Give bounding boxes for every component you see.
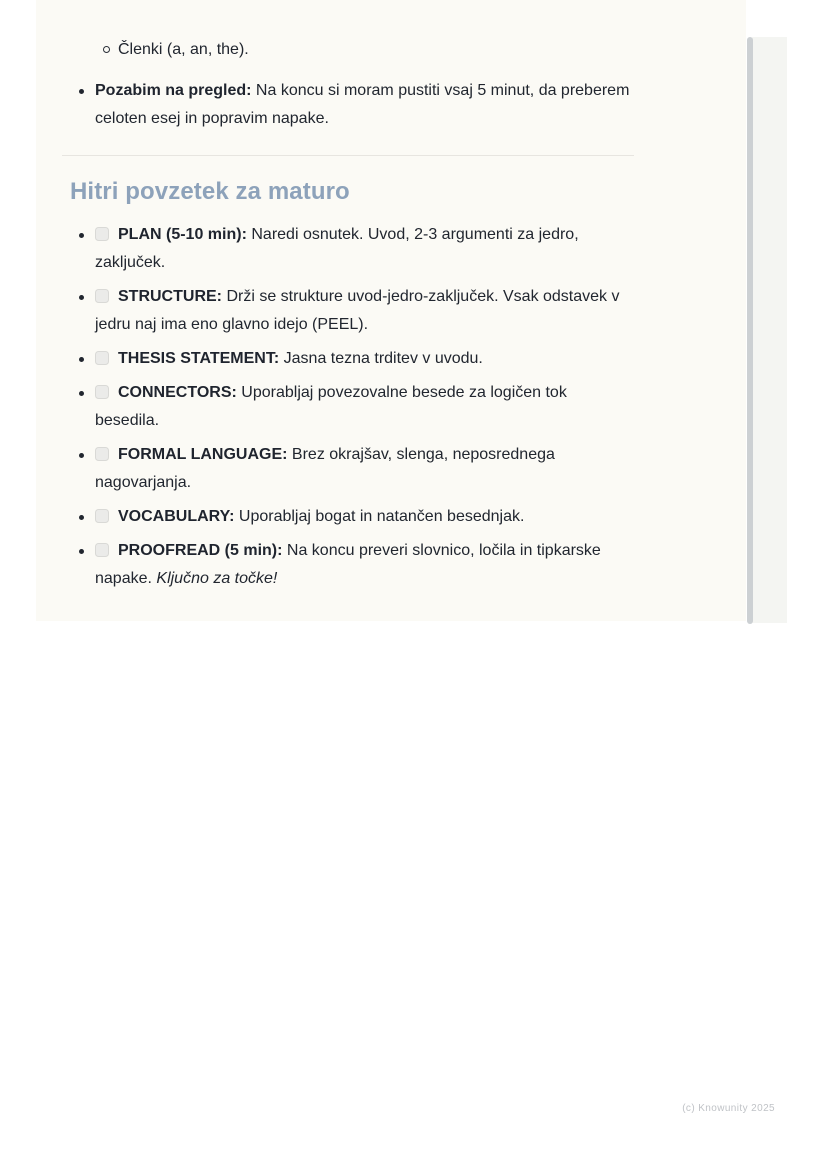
checklist-item: [62, 441, 634, 497]
checklist-item-label: THESIS STATEMENT:: [118, 350, 280, 367]
bullet-icon: [78, 503, 95, 531]
checklist-item-emphasis: Ključno za točke!: [156, 570, 278, 587]
checklist-item: [62, 283, 634, 339]
checklist-item-text: Na koncu preveri slovnico, ločila in tipkarske napake.: [95, 542, 601, 587]
checklist-item-text: Brez okrajšav, slenga, neposrednega nagovarjanja.: [95, 446, 555, 491]
copyright-text: (c) Knowunity 2025: [682, 1103, 775, 1114]
checklist-item: [62, 221, 634, 277]
checkbox-icon[interactable]: [95, 227, 109, 241]
checklist-item: [62, 379, 634, 435]
sub-list-item: [62, 36, 634, 64]
checkbox-icon[interactable]: [95, 385, 109, 399]
list-item-text: Na koncu si moram pustiti vsaj 5 minut, da preberem celoten esej in popravim napake.: [95, 82, 630, 127]
section-heading: Hitri povzetek za maturo: [70, 178, 350, 205]
circle-bullet-icon: [103, 36, 118, 64]
checkbox-icon[interactable]: [95, 543, 109, 557]
checklist-item: [62, 537, 634, 593]
checklist-item-text: Uporabljaj bogat in natančen besednjak.: [238, 508, 525, 525]
checklist-item-label: FORMAL LANGUAGE:: [118, 446, 288, 463]
checklist-item: [62, 503, 634, 531]
bullet-icon: [78, 379, 95, 407]
bullet-icon: [78, 221, 95, 249]
bullet-icon: [78, 441, 95, 469]
checklist-item-label: PROOFREAD (5 min):: [118, 542, 283, 559]
checklist-item-text: Naredi osnutek. Uvod, 2-3 argumenti za jedro, zaključek.: [95, 226, 579, 271]
bullet-icon: [78, 345, 95, 373]
document-page: [36, 0, 746, 621]
list-item-label: Pozabim na pregled:: [95, 82, 252, 99]
checklist-item-text: Jasna tezna trditev v uvodu.: [283, 350, 483, 367]
divider: [62, 155, 634, 156]
checklist-item-label: VOCABULARY:: [118, 508, 235, 525]
checklist: [62, 221, 634, 593]
checklist-item-label: CONNECTORS:: [118, 384, 237, 401]
checklist-item-text: Drži se strukture uvod-jedro-zaključek. Vsak odstavek v jedru naj ima eno glavno idejo (PEEL).: [95, 288, 620, 333]
sub-list-item-text: Členki (a, an, the).: [118, 41, 249, 58]
bullet-icon: [78, 537, 95, 565]
checklist-item-label: STRUCTURE:: [118, 288, 222, 305]
checklist-item-text: Uporabljaj povezovalne besede za logičen tok besedila.: [95, 384, 567, 429]
checklist-item: [62, 345, 634, 373]
checkbox-icon[interactable]: [95, 447, 109, 461]
bullet-icon: [78, 77, 95, 105]
checkbox-icon[interactable]: [95, 509, 109, 523]
checkbox-icon[interactable]: [95, 289, 109, 303]
checklist-item-label: PLAN (5-10 min):: [118, 226, 247, 243]
scrollbar-thumb[interactable]: [747, 37, 753, 624]
checkbox-icon[interactable]: [95, 351, 109, 365]
list-item: [62, 77, 634, 133]
scrollbar-track[interactable]: [752, 37, 787, 623]
bullet-icon: [78, 283, 95, 311]
document-content: [62, 0, 634, 599]
